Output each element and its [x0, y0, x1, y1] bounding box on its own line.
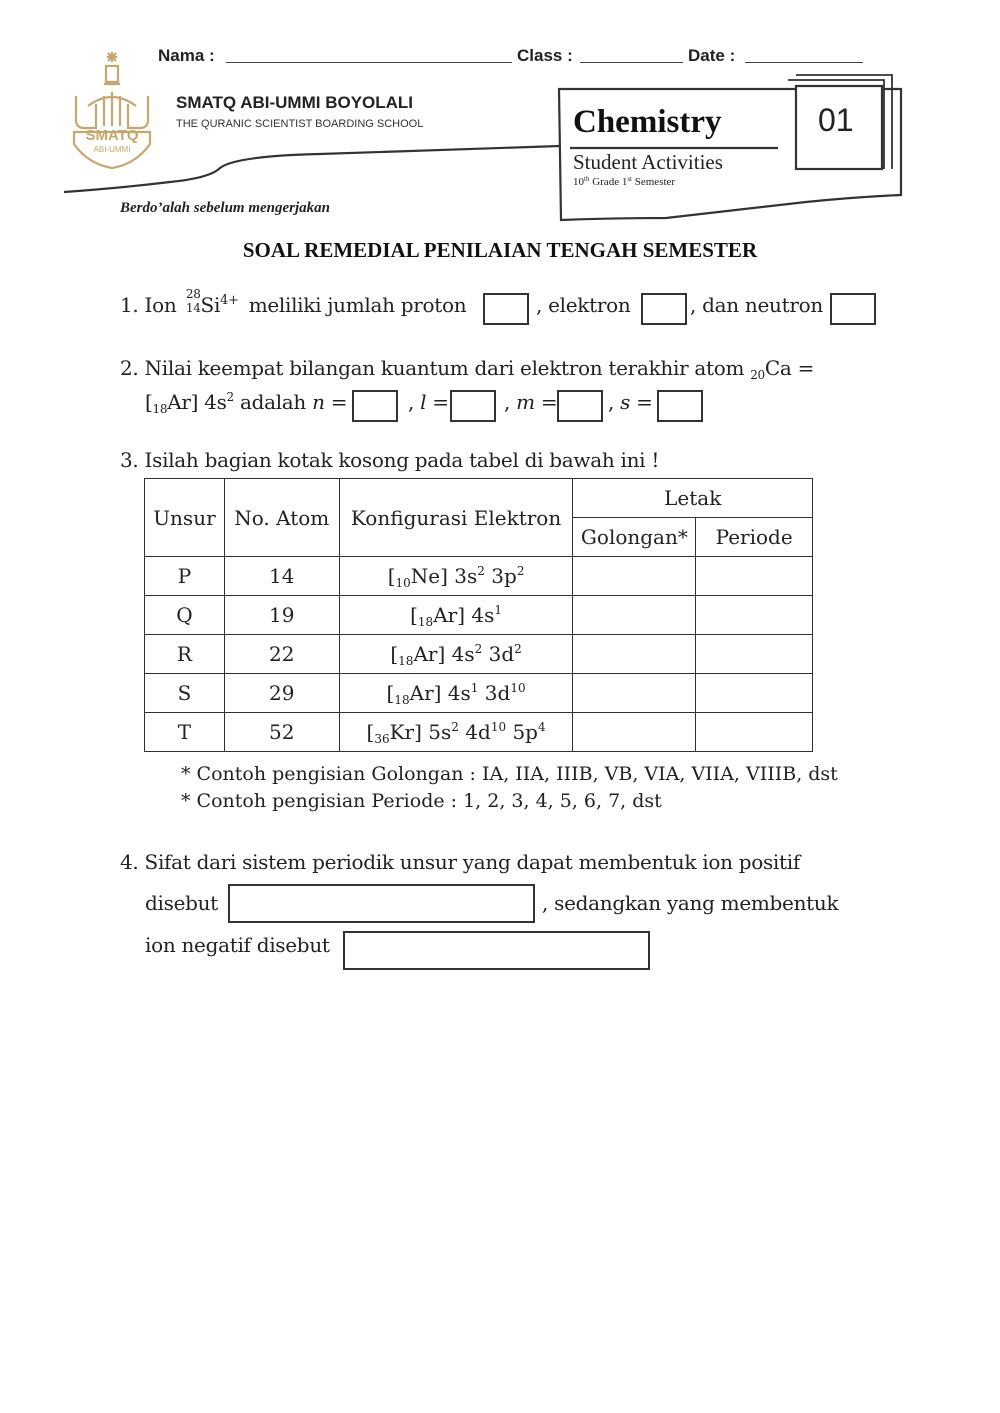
m-input[interactable] [557, 390, 603, 422]
question-2-line2: $[_{18}Ar]$ $4s^2$ adalah n = [145, 390, 348, 416]
table-row [145, 713, 813, 752]
page-title: SOAL REMEDIAL PENILAIAN TENGAH SEMESTER [242, 238, 758, 262]
school-tagline: THE QURANIC SCIENTIST BOARDING SCHOOL [176, 118, 424, 130]
electron-configuration: $[_{18}Ar]$ $4s^1$ $3d^{10}$ [339, 674, 573, 713]
m-label: , m = [504, 390, 558, 414]
periode-note: * Contoh pengisian Periode : 1, 2, 3, 4, 5, 6, 7, dst [181, 790, 662, 812]
prayer-note: Berdo’alah sebelum mengerjakan [120, 200, 331, 216]
element-symbol: T [145, 713, 225, 752]
header-letak: Letak [573, 479, 813, 518]
table-row [145, 635, 813, 674]
header [0, 0, 1000, 230]
electron-configuration: $[_{18}Ar]$ $4s^2$ $3d^2$ [339, 635, 573, 674]
proton-input[interactable] [483, 293, 529, 325]
golongan-note: * Contoh pengisian Golongan : IA, IIA, IIIB, VB, VIA, VIIA, VIIIB, dst [181, 763, 838, 785]
golongan-input[interactable] [573, 713, 696, 752]
element-symbol: S [145, 674, 225, 713]
electron-configuration: $[_{18}Ar]$ $4s^1$ [339, 596, 573, 635]
golongan-input[interactable] [573, 635, 696, 674]
atomic-number: 14 [224, 557, 339, 596]
class-label: Class : [517, 46, 573, 65]
subject-title: Chemistry [573, 104, 722, 140]
element-symbol: Q [145, 596, 225, 635]
date-field[interactable] [745, 62, 863, 63]
question-1: 1. Ion 28 14 $Si^{4+}$ meliliki jumlah proton [120, 287, 467, 317]
electron-configuration: $[_{10}Ne]$ $3s^2$ $3p^2$ [339, 557, 573, 596]
n-input[interactable] [352, 390, 398, 422]
golongan-input[interactable] [573, 596, 696, 635]
periode-input[interactable] [696, 596, 813, 635]
negative-ion-input[interactable] [343, 931, 650, 970]
q1-electron-label: , elektron [536, 293, 631, 317]
s-label: , s = [608, 390, 653, 414]
q1-neutron-label: , dan neutron [690, 293, 823, 317]
name-label: Nama : [158, 46, 215, 65]
header-konfigurasi: Konfigurasi Elektron [339, 479, 573, 557]
electron-input[interactable] [641, 293, 687, 325]
golongan-input[interactable] [573, 674, 696, 713]
question-3: 3. Isilah bagian kotak kosong pada tabel di bawah ini ! [120, 448, 660, 472]
question-2-line1: 2. Nilai keempat bilangan kuantum dari elektron terakhir atom $_{20}$Ca = [120, 356, 815, 382]
header-no-atom: No. Atom [224, 479, 339, 557]
table-row [145, 596, 813, 635]
positive-ion-input[interactable] [228, 884, 535, 923]
golongan-input[interactable] [573, 557, 696, 596]
svg-text:ABI-UMMI: ABI-UMMI [93, 145, 131, 154]
neutron-input[interactable] [830, 293, 876, 325]
periode-input[interactable] [696, 713, 813, 752]
element-symbol: P [145, 557, 225, 596]
atomic-number: 29 [224, 674, 339, 713]
grade-semester: 10th Grade 1st Semester [573, 175, 676, 188]
subject-frame [556, 72, 906, 224]
q4-disebut-label: disebut [145, 891, 218, 915]
atomic-number: 19 [224, 596, 339, 635]
class-field[interactable] [580, 62, 683, 63]
s-input[interactable] [657, 390, 703, 422]
element-symbol: R [145, 635, 225, 674]
l-input[interactable] [450, 390, 496, 422]
q4-negative-label: ion negatif disebut [145, 933, 330, 957]
header-golongan: Golongan* [573, 518, 696, 557]
table-row [145, 674, 813, 713]
name-field[interactable] [226, 62, 512, 63]
activity-label: Student Activities [573, 150, 723, 174]
table-row [145, 557, 813, 596]
atomic-number: 52 [224, 713, 339, 752]
periode-input[interactable] [696, 635, 813, 674]
l-label: , l = [408, 390, 449, 414]
periode-input[interactable] [696, 557, 813, 596]
date-label: Date : [688, 46, 736, 65]
sheet-number: 01 [818, 102, 854, 138]
periode-input[interactable] [696, 674, 813, 713]
q4-sedangkan-label: , sedangkan yang membentuk [542, 891, 839, 915]
header-swoosh [60, 140, 570, 200]
svg-text:SMATQ: SMATQ [85, 127, 139, 144]
electron-configuration: $[_{36}Kr]$ $5s^2$ $4d^{10}$ $5p^4$ [339, 713, 573, 752]
atomic-number: 22 [224, 635, 339, 674]
element-table [144, 478, 813, 752]
school-name: SMATQ ABI-UMMI BOYOLALI [176, 93, 414, 112]
question-4-line1: 4. Sifat dari sistem periodik unsur yang dapat membentuk ion positif [120, 850, 800, 874]
header-unsur: Unsur [145, 479, 225, 557]
isotope-notation: 28 14 [185, 287, 201, 315]
header-periode: Periode [696, 518, 813, 557]
